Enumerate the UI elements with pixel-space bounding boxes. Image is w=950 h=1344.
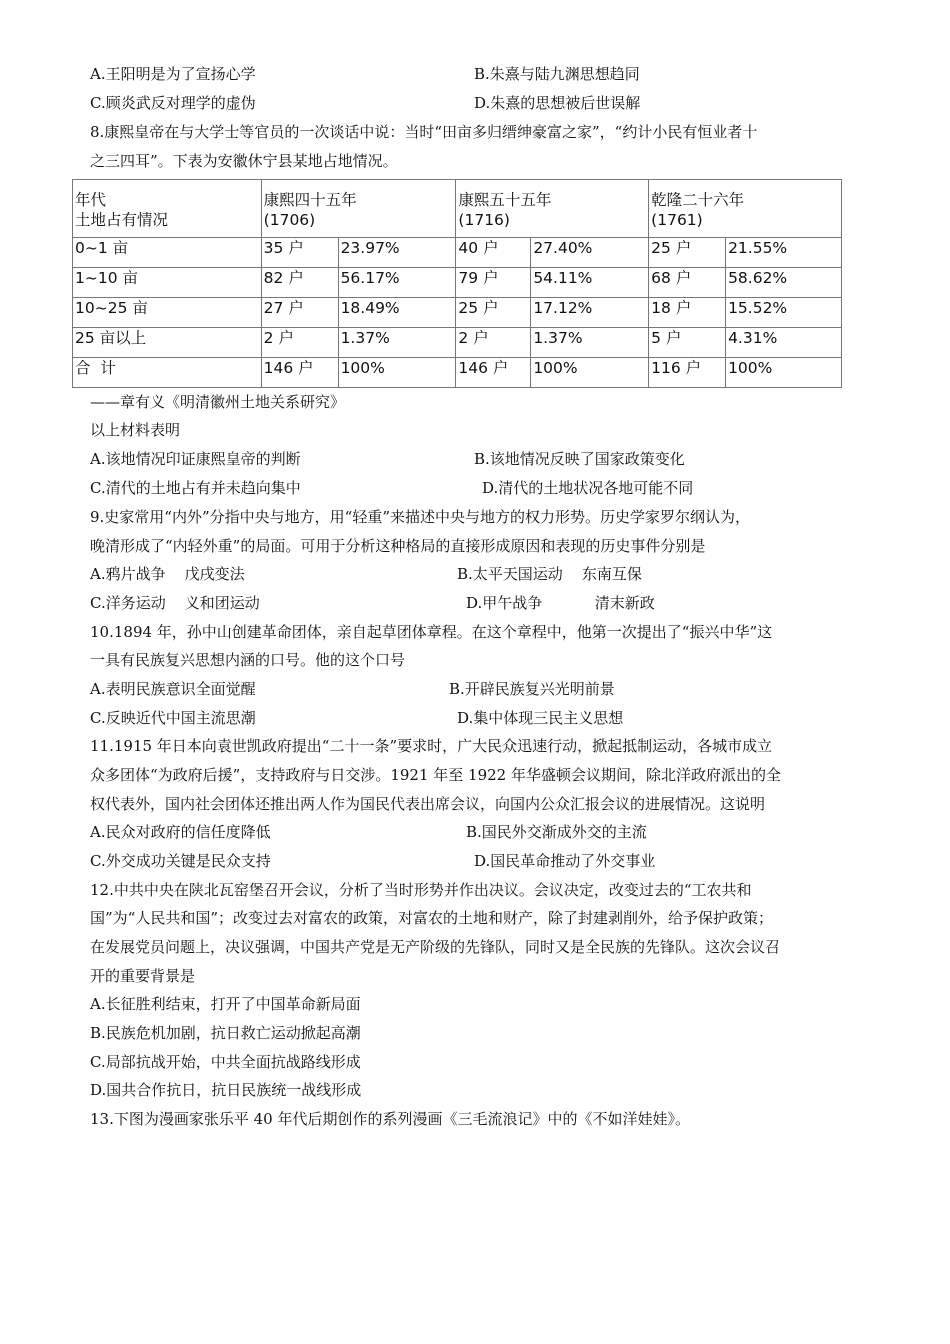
period-name: 乾隆二十六年 [651, 191, 745, 209]
table-cell: 23.97% [338, 238, 456, 268]
table-row [73, 298, 842, 328]
q11-stem-line1: 11.1915 年日本向袁世凯政府提出“二十一条”要求时，广大民众迅速行动，掀起抵制运动，各城市成立 [90, 737, 773, 755]
table-cell: 27 户 [261, 298, 338, 328]
q7-option-b: B.朱熹与陆九渊思想趋同 [474, 65, 640, 83]
q12-option-a: A.长征胜利结束，打开了中国革命新局面 [90, 995, 361, 1013]
q8-source: ——章有义《明清徽州土地关系研究》 [90, 393, 346, 411]
q9-stem-line2: 晚清形成了“内轻外重”的局面。可用于分析这种格局的直接形成原因和表现的历史事件分别是 [90, 537, 706, 555]
row-label: 0~1 亩 [73, 238, 262, 268]
q10-option-c: C.反映近代中国主流思潮 [90, 709, 256, 727]
q11-stem-line2: 众多团体“为政府后援”，支持政府与日交涉。1921 年至 1922 年华盛顿会议期间，除北洋政府派出的全 [90, 766, 781, 784]
q12-option-c: C.局部抗战开始，中共全面抗战路线形成 [90, 1053, 361, 1071]
table-cell: 2 户 [261, 328, 338, 358]
q8-option-c: C.清代的土地占有并未趋向集中 [90, 479, 301, 497]
q11-option-c: C.外交成功关键是民众支持 [90, 852, 271, 870]
q8-option-d: D.清代的土地状况各地可能不同 [482, 479, 694, 497]
period-name: 康熙五十五年 [458, 191, 552, 209]
q7-option-c: C.顾炎武反对理学的虚伪 [90, 94, 256, 112]
row-label: 10~25 亩 [73, 298, 262, 328]
table-cell: 100% [726, 358, 842, 388]
table-header-row [73, 180, 842, 238]
table-cell: 35 户 [261, 238, 338, 268]
table-cell: 56.17% [338, 268, 456, 298]
q12-option-d: D.国共合作抗日，抗日民族统一战线形成 [90, 1081, 362, 1099]
q13-stem-line1: 13.下图为漫画家张乐平 40 年代后期创作的系列漫画《三毛流浪记》中的《不如洋娃娃》。 [90, 1110, 690, 1128]
q11-stem-line3: 权代表外，国内社会团体还推出两人作为国民代表出席会议，向国内公众汇报会议的进展情况。这说明 [90, 795, 766, 813]
table-cell: 100% [531, 358, 649, 388]
q9-stem-line1: 9.史家常用“内外”分指中央与地方，用“轻重”来描述中央与地方的权力形势。历史学家罗尔纲认为， [90, 508, 750, 526]
table-cell: 1.37% [338, 328, 456, 358]
table-cell: 21.55% [726, 238, 842, 268]
table-row [73, 328, 842, 358]
q12-stem-line1: 12.中共中央在陕北瓦窑堡召开会议，分析了当时形势并作出决议。会议决定，改变过去的“工农共和 [90, 881, 752, 899]
q11-option-a: A.民众对政府的信任度降低 [90, 823, 271, 841]
row-label: 合 计 [73, 358, 262, 388]
corner-label-ownership: 土地占有情况 [75, 211, 169, 229]
q12-stem-line2: 国”为“人民共和国”；改变过去对富农的政策，对富农的土地和财产，除了封建剥削外，给予保护政策； [90, 909, 774, 927]
table-cell: 27.40% [531, 238, 649, 268]
table-cell: 54.11% [531, 268, 649, 298]
q12-stem-line4: 开的重要背景是 [90, 967, 196, 985]
q9-option-d: D.甲午战争 清末新政 [466, 594, 655, 612]
q7-option-d: D.朱熹的思想被后世误解 [474, 94, 641, 112]
q7-option-a: A.王阳明是为了宣扬心学 [90, 65, 256, 83]
table-cell: 82 户 [261, 268, 338, 298]
table-cell: 1.37% [531, 328, 649, 358]
land-ownership-table [72, 179, 842, 388]
table-cell: 25 户 [456, 298, 531, 328]
table-cell: 100% [338, 358, 456, 388]
table-cell: 146 户 [261, 358, 338, 388]
q9-option-c: C.洋务运动 义和团运动 [90, 594, 260, 612]
q9-option-b: B.太平天国运动 东南互保 [457, 565, 642, 583]
q9-option-a: A.鸦片战争 戊戌变法 [90, 565, 245, 583]
table-cell: 79 户 [456, 268, 531, 298]
q8-stem-line1: 8.康熙皇帝在与大学士等官员的一次谈话中说：当时“田亩多归缙绅豪富之家”，“约计小民有恒业者十 [90, 123, 758, 141]
table-cell: 68 户 [649, 268, 726, 298]
period-name: 康熙四十五年 [263, 191, 357, 209]
period-header-1716 [456, 180, 649, 238]
q10-option-d: D.集中体现三民主义思想 [457, 709, 624, 727]
table-cell: 18 户 [649, 298, 726, 328]
table-cell: 2 户 [456, 328, 531, 358]
q10-option-b: B.开辟民族复兴光明前景 [449, 680, 615, 698]
q8-stem-line2: 之三四耳”。下表为安徽休宁县某地占地情况。 [90, 152, 398, 170]
table-corner-cell [73, 180, 262, 238]
table-cell: 15.52% [726, 298, 842, 328]
row-label: 1~10 亩 [73, 268, 262, 298]
table-row [73, 238, 842, 268]
table-cell: 58.62% [726, 268, 842, 298]
table-cell: 17.12% [531, 298, 649, 328]
q11-option-b: B.国民外交渐成外交的主流 [466, 823, 647, 841]
q12-stem-line3: 在发展党员问题上，决议强调，中国共产党是无产阶级的先锋队，同时又是全民族的先锋队。这次会议召 [90, 938, 781, 956]
row-label: 25 亩以上 [73, 328, 262, 358]
table-cell: 25 户 [649, 238, 726, 268]
table-cell: 4.31% [726, 328, 842, 358]
table-cell: 40 户 [456, 238, 531, 268]
q11-option-d: D.国民革命推动了外交事业 [474, 852, 656, 870]
table-row-total [73, 358, 842, 388]
q8-prompt: 以上材料表明 [90, 421, 181, 439]
period-header-1706 [261, 180, 456, 238]
q12-option-b: B.民族危机加剧，抗日救亡运动掀起高潮 [90, 1024, 361, 1042]
table-cell: 18.49% [338, 298, 456, 328]
period-header-1761 [649, 180, 842, 238]
table-cell: 146 户 [456, 358, 531, 388]
q8-option-a: A.该地情况印证康熙皇帝的判断 [90, 450, 301, 468]
q10-option-a: A.表明民族意识全面觉醒 [90, 680, 256, 698]
q10-stem-line2: 一具有民族复兴思想内涵的口号。他的这个口号 [90, 651, 406, 669]
period-year: (1716) [458, 211, 510, 229]
table-cell: 5 户 [649, 328, 726, 358]
corner-label-year: 年代 [75, 191, 107, 209]
period-year: (1761) [651, 211, 703, 229]
period-year: (1706) [263, 211, 316, 229]
q10-stem-line1: 10.1894 年，孙中山创建革命团体，亲自起草团体章程。在这个章程中，他第一次提出了“振兴中华”这 [90, 623, 773, 641]
table-cell: 116 户 [649, 358, 726, 388]
table-row [73, 268, 842, 298]
q8-option-b: B.该地情况反映了国家政策变化 [474, 450, 685, 468]
